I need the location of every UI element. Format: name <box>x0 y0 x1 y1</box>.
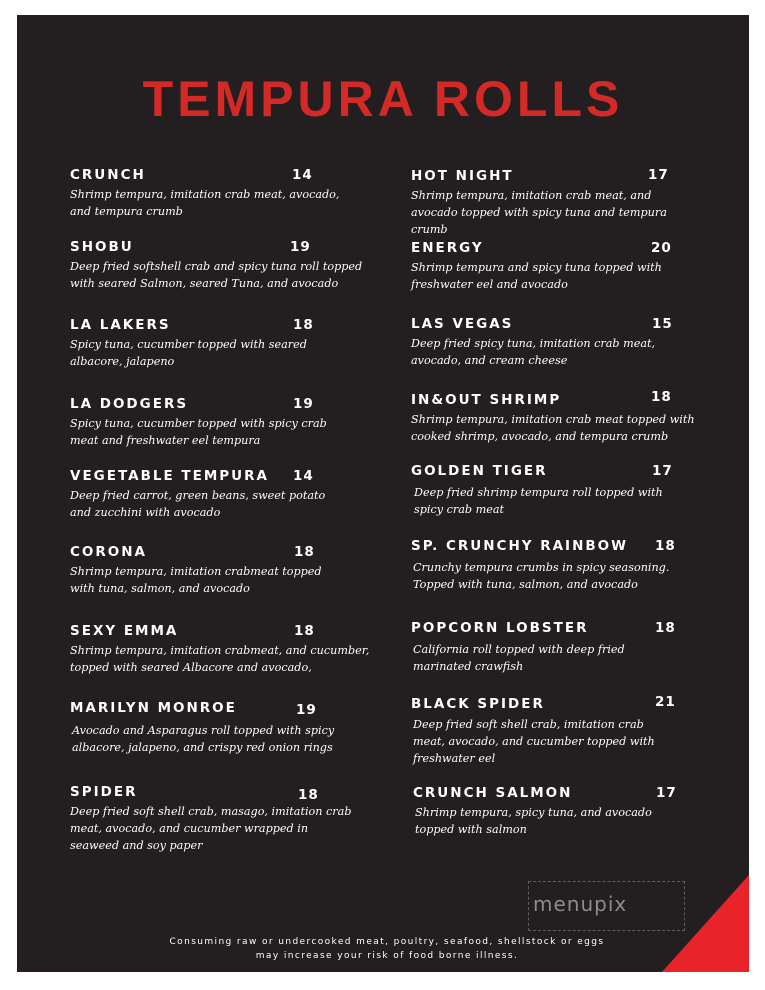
item-price: 17 <box>648 167 669 183</box>
item-description: Deep fried shrimp tempura roll topped with spicy crab meat <box>414 486 663 516</box>
item-price: 14 <box>292 167 313 183</box>
item-name: CRUNCH SALMON <box>413 785 573 801</box>
item-name: POPCORN LOBSTER <box>411 620 589 636</box>
item-price: 18 <box>655 620 676 636</box>
item-price: 18 <box>298 787 319 803</box>
item-name: SEXY EMMA <box>70 623 179 639</box>
item-price: 17 <box>652 463 673 479</box>
item-price: 20 <box>651 240 672 256</box>
menu-page <box>17 15 749 972</box>
item-description: California roll topped with deep fried marinated crawfish <box>413 643 625 673</box>
item-price: 19 <box>290 239 311 255</box>
item-price: 21 <box>655 694 676 710</box>
item-price: 19 <box>296 702 317 718</box>
item-name: VEGETABLE TEMPURA <box>70 468 269 484</box>
item-price: 18 <box>294 544 315 560</box>
item-name: SPIDER <box>70 784 138 800</box>
item-description: Crunchy tempura crumbs in spicy seasoning. Topped with tuna, salmon, and avocado <box>413 561 670 591</box>
corner-triangle <box>662 875 749 972</box>
item-description: Deep fried soft shell crab, masago, imitation crab meat, avocado, and cucumber wrapped in seaweed and soy paper <box>70 805 352 852</box>
item-description: Spicy tuna, cucumber topped with spicy crab meat and freshwater eel tempura <box>70 417 327 447</box>
item-name: CRUNCH <box>70 167 146 183</box>
item-description: Deep fried carrot, green beans, sweet potato and zucchini with avocado <box>70 489 326 519</box>
item-name: HOT NIGHT <box>411 168 514 184</box>
item-name: SHOBU <box>70 239 134 255</box>
item-name: CORONA <box>70 544 148 560</box>
item-name: ENERGY <box>411 240 484 256</box>
item-name: GOLDEN TIGER <box>411 463 548 479</box>
item-price: 17 <box>656 785 677 801</box>
item-description: Shrimp tempura, imitation crab meat, avocado, and tempura crumb <box>70 188 340 218</box>
item-description: Shrimp tempura, imitation crab meat, and avocado topped with spicy tuna and tempura crumb <box>411 189 667 236</box>
item-price: 19 <box>293 396 314 412</box>
item-price: 18 <box>293 317 314 333</box>
item-name: BLACK SPIDER <box>411 696 545 712</box>
item-description: Avocado and Asparagus roll topped with spicy albacore, jalapeno, and crispy red onion rings <box>72 724 335 754</box>
item-price: 14 <box>293 468 314 484</box>
disclaimer: Consuming raw or undercooked meat, poultry, seafood, shellstock or eggs may increase your risk of food borne illness. <box>169 937 605 961</box>
item-description: Shrimp tempura and spicy tuna topped with freshwater eel and avocado <box>411 261 662 291</box>
item-description: Deep fried soft shell crab, imitation crab meat, avocado, and cucumber topped with freshwater eel <box>413 718 655 765</box>
item-price: 18 <box>651 389 672 405</box>
item-name: MARILYN MONROE <box>70 700 237 716</box>
item-description: Deep fried spicy tuna, imitation crab meat, avocado, and cream cheese <box>411 337 656 367</box>
item-price: 18 <box>294 623 315 639</box>
item-name: LAS VEGAS <box>411 316 514 332</box>
item-price: 15 <box>652 316 673 332</box>
item-name: IN&OUT SHRIMP <box>411 392 562 408</box>
item-description: Shrimp tempura, imitation crabmeat, and cucumber, topped with seared Albacore and avocado, <box>70 644 370 674</box>
watermark-text: menupix <box>533 892 628 916</box>
item-description: Shrimp tempura, imitation crab meat topped with cooked shrimp, avocado, and tempura crumb <box>411 413 695 443</box>
item-price: 18 <box>655 538 676 554</box>
item-description: Deep fried softshell crab and spicy tuna roll topped with seared Salmon, seared Tuna, and avocado <box>70 260 363 290</box>
item-name: SP. CRUNCHY RAINBOW <box>411 538 629 554</box>
item-description: Shrimp tempura, spicy tuna, and avocado topped with salmon <box>415 806 652 836</box>
item-description: Spicy tuna, cucumber topped with seared albacore, jalapeno <box>70 338 307 368</box>
menu-title: TEMPURA ROLLS <box>142 71 624 127</box>
item-name: LA DODGERS <box>70 396 189 412</box>
item-description: Shrimp tempura, imitation crabmeat topped with tuna, salmon, and avocado <box>70 565 322 595</box>
item-name: LA LAKERS <box>70 317 171 333</box>
